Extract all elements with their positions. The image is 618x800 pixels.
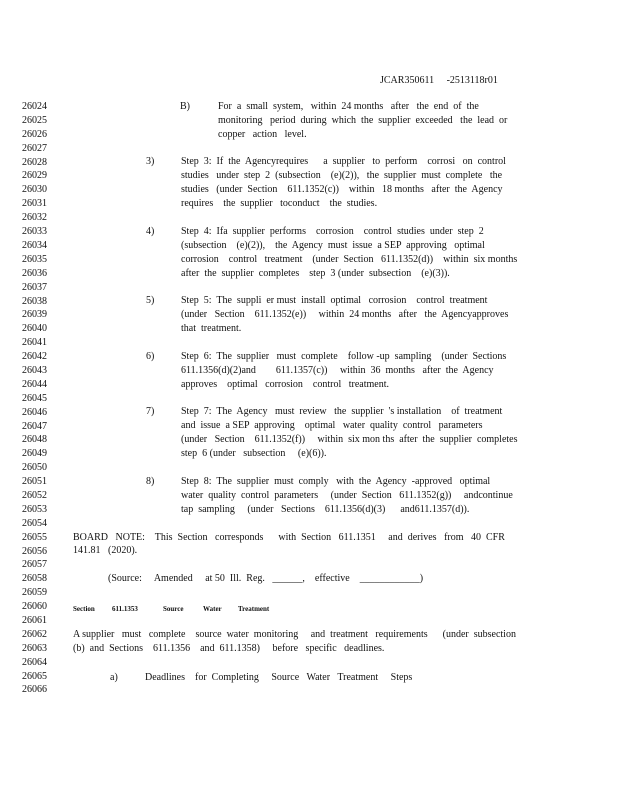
line-number: 26036 <box>22 267 47 279</box>
line-number: 26042 <box>22 351 47 362</box>
line-number: 26040 <box>22 323 47 335</box>
line-number: 26049 <box>22 448 47 460</box>
step-line: 611.1356(d)(2)and 611.1357(c)) within 36 months after the Agency <box>181 365 494 376</box>
item-b-line: monitoring period during which the supplier exceeded the lead or <box>218 115 508 126</box>
step-line: Step 3: If the Agencyrequires a supplier to perform corrosi on control <box>181 156 506 167</box>
line-number: 26051 <box>22 476 47 487</box>
line-number: 26053 <box>22 503 47 515</box>
step-label: 6) <box>146 351 155 362</box>
step-line: corrosion control treatment (under Section 611.1352(d)) within six months <box>181 254 518 265</box>
step-line: tap sampling (under Sections 611.1356(d)(3) and611.1357(d)). <box>181 504 470 515</box>
line-number: 26055 <box>22 531 47 543</box>
line-number: 26026 <box>22 128 47 140</box>
line-number: 26032 <box>22 212 47 224</box>
section-title-word: Treatment <box>238 605 270 613</box>
line-number: 26039 <box>22 309 47 321</box>
line-number: 26044 <box>22 378 47 390</box>
step-line: (subsection (e)(2)), the Agency must issue a SEP approving optimal <box>181 240 485 251</box>
step-line: (under Section 611.1352(f)) within six mon ths after the supplier completes <box>181 434 518 445</box>
source-note: (Source: Amended at 50 Ill. Reg. ______, effective ____________) <box>108 573 424 584</box>
step-line: water quality control parameters (under Section 611.1352(g)) andcontinue <box>181 490 513 501</box>
line-number: 26029 <box>22 170 47 182</box>
paragraph-line: (b) and Sections 611.1356 and 611.1358) before specific deadlines. <box>73 643 385 654</box>
line-number: 26061 <box>22 614 47 626</box>
line-number: 26059 <box>22 587 47 599</box>
step-line: (under Section 611.1352(e)) within 24 months after the Agencyapproves <box>181 309 509 320</box>
line-number: 26024 <box>22 101 47 112</box>
step-label: 7) <box>146 406 155 417</box>
section-label: Section <box>73 605 95 613</box>
paragraph-line: A supplier must complete source water monitoring and treatment requirements (under subsection <box>73 629 516 640</box>
item-b-line: For a small system, within 24 months after the end of the <box>218 101 479 112</box>
line-number: 26050 <box>22 462 47 474</box>
line-number: 26031 <box>22 198 47 210</box>
step-label: 8) <box>146 476 155 487</box>
step-label: 3) <box>146 156 155 167</box>
line-number: 26065 <box>22 670 47 682</box>
line-number: 26054 <box>22 517 47 529</box>
board-note-line: 141.81 (2020). <box>73 545 138 556</box>
item-b-line: copper action level. <box>218 129 307 140</box>
line-number: 26028 <box>22 156 47 168</box>
section-title-word: Source <box>163 605 184 613</box>
step-label: 4) <box>146 226 155 237</box>
line-number: 26047 <box>22 420 47 432</box>
line-number: 26030 <box>22 184 47 196</box>
section-number: 611.1353 <box>112 605 138 613</box>
item-b-label: B) <box>180 101 190 112</box>
line-number: 26045 <box>22 392 47 404</box>
line-number: 26062 <box>22 628 47 640</box>
line-number: 26052 <box>22 489 47 501</box>
step-line: approves optimal corrosion control treatment. <box>181 379 390 390</box>
step-line: after the supplier completes step 3 (under subsection (e)(3)). <box>181 268 450 279</box>
step-line: Step 6: The supplier must complete follow -up sampling (under Sections <box>181 351 507 362</box>
line-number: 26037 <box>22 281 47 293</box>
line-number: 26027 <box>22 142 47 154</box>
step-line: Step 8: The supplier must comply with the Agency -approved optimal <box>181 476 491 487</box>
line-number: 26063 <box>22 642 47 654</box>
step-line: requires the supplier toconduct the studies. <box>181 198 378 209</box>
line-number: 26041 <box>22 337 47 349</box>
step-line: Step 4: Ifa supplier performs corrosion control studies under step 2 <box>181 226 484 237</box>
step-line: Step 7: The Agency must review the supplier 's installation of treatment <box>181 406 503 417</box>
line-number: 26057 <box>22 559 47 571</box>
line-number: 26038 <box>22 295 47 307</box>
step-line: and issue a SEP approving optimal water quality control parameters <box>181 420 483 431</box>
line-number: 26043 <box>22 364 47 376</box>
section-title-word: Water <box>203 605 222 613</box>
line-number: 26035 <box>22 253 47 265</box>
step-line: studies (under Section 611.1352(c)) within 18 months after the Agency <box>181 184 503 195</box>
step-line: that treatment. <box>181 323 242 334</box>
line-number: 26046 <box>22 406 47 418</box>
line-number: 26025 <box>22 114 47 126</box>
board-note-line: BOARD NOTE: This Section corresponds with Section 611.1351 and derives from 40 CFR <box>73 532 505 543</box>
line-number: 26048 <box>22 434 47 446</box>
line-number: 26034 <box>22 239 47 251</box>
step-line: studies under step 2 (subsection (e)(2)), the supplier must complete the <box>181 170 503 181</box>
line-number: 26064 <box>22 656 47 668</box>
line-number: 26033 <box>22 226 47 237</box>
document-id: JCAR350611 -2513118r01 <box>380 75 498 86</box>
line-number: 26058 <box>22 573 47 585</box>
step-line: Step 5: The suppli er must install optimal corrosion control treatment <box>181 295 488 306</box>
subsection-a-label: a) <box>110 672 118 683</box>
line-number: 26060 <box>22 601 47 612</box>
line-number: 26056 <box>22 545 47 557</box>
step-label: 5) <box>146 295 155 306</box>
line-number: 26066 <box>22 684 47 696</box>
step-line: step 6 (under subsection (e)(6)). <box>181 448 327 459</box>
subsection-a-title: Deadlines for Completing Source Water Treatment Steps <box>145 672 413 683</box>
